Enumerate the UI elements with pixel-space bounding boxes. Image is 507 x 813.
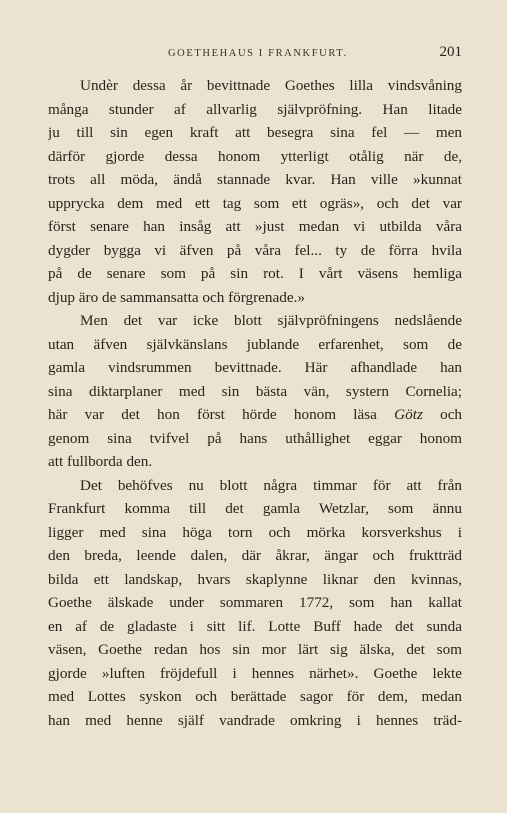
text-line: Men det var icke blott självpröfningens nedslående [80,312,462,329]
text-line: han med henne själf vandrade omkring i hennes träd- [48,711,462,729]
page-number: 201 [439,44,462,60]
running-head: GOETHEHAUS I FRANKFURT. [168,48,348,59]
text-line: Det behöfves nu blott några timmar för att från [80,476,462,494]
text-line: dygder bygga vi äfven på våra fel... ty de förra hvila [48,241,462,259]
text-line: gamla vindsrummen bevittnade. Här afhandlade han [48,359,462,376]
text-line: Goethe älskade under sommaren 1772, som han kallat [48,594,462,611]
text-line-with-title [48,403,462,427]
text-segment: här var det hon först hörde honom läsa [48,406,377,423]
text-line: väsen, Goethe redan hos sin mor lärt sig älska, det som [48,641,462,658]
page-header [48,44,462,64]
italic-title-gotz: Götz [394,406,423,423]
text-line: på de senare som på sin rot. I vårt väsens hemliga [48,265,462,282]
text-line: upprycka dem med ett tag som ett ogräs», och det var [48,194,462,212]
text-line: först senare han insåg att »just medan vi utbilda våra [48,218,462,235]
text-line: bilda ett landskap, hvars skaplynne liknar den kvinnas, [48,570,462,588]
text-line: Undèr dessa år bevittnade Goethes lilla vindsvåning [80,77,462,94]
text-line: ligger med sina höga torn och mörka korsverkshus i [48,523,462,541]
text-line: genom sina tvifvel på hans uthållighet eggar honom [48,429,462,447]
body-text [48,74,462,732]
text-segment: och [440,406,462,423]
text-line: utan äfven självkänslans jublande erfarenhet, som de [48,335,462,353]
text-line: Frankfurt komma till det gamla Wetzlar, som ännu [48,500,462,517]
text-line: den breda, leende dalen, där åkrar, ängar och fruktträd [48,547,462,564]
text-line: en af de gladaste i sitt lif. Lotte Buff hade det sunda [48,617,462,635]
text-line: djup äro de sammansatta och förgrenade.» [48,288,305,306]
text-line: många stunder af allvarlig självpröfning. Han litade [48,100,462,118]
text-line: trots all möda, ändå stannade kvar. Han ville »kunnat [48,171,462,188]
text-line: gjorde »luften fröjdefull i hennes närhet». Goethe lekte [48,664,462,682]
text-line: att fullborda den. [48,453,153,470]
text-line: ju till sin egen kraft att besegra sina fel — men [48,124,462,141]
text-line: med Lottes syskon och berättade sagor för dem, medan [48,688,462,705]
text-line: därför gjorde dessa honom ytterligt otålig när de, [48,147,462,165]
text-line: sina diktarplaner med sin bästa vän, systern Cornelia; [48,382,462,400]
